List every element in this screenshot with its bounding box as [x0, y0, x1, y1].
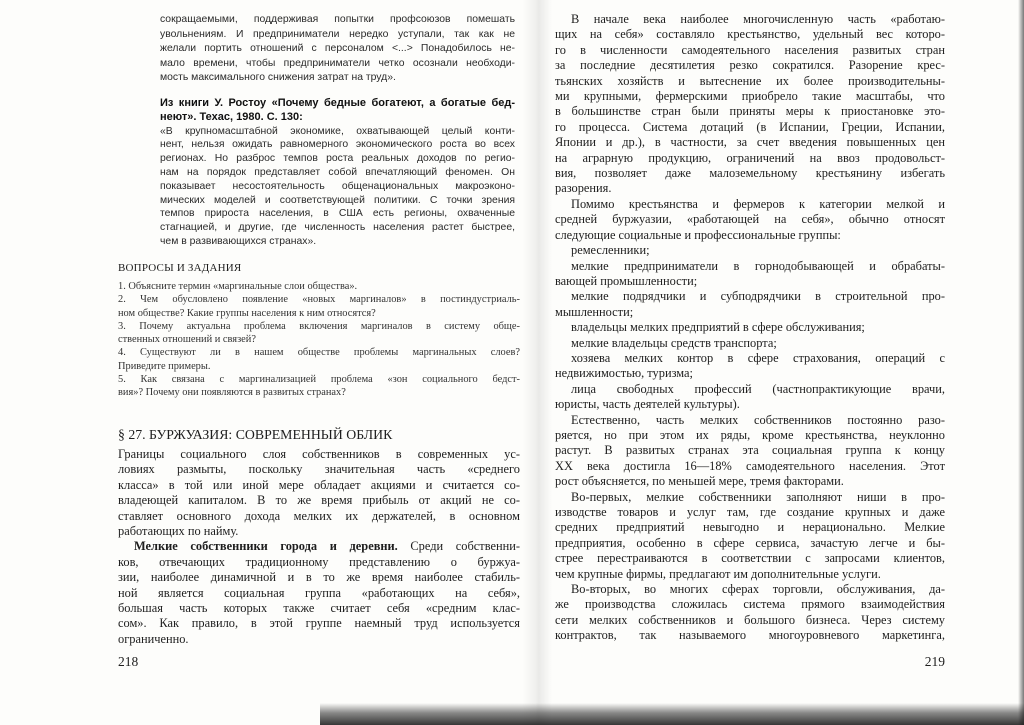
text-line: увольнениям. И предприниматели нередко уступали, так как не: [160, 28, 515, 40]
text-line: ной является социальная группа «работающих на себя»,: [118, 585, 520, 600]
text-line: Японии и др.), в частности, за счет введения повышенных цен: [555, 135, 945, 150]
page-number-left: 218: [118, 654, 139, 669]
text-line: большая часть которых также считает себя «средним клас-: [118, 601, 520, 616]
quote-continuation: [160, 13, 515, 86]
text-line: темпов прироста населения, в США есть регионы, охваченные: [160, 208, 515, 220]
text-line: мических моделей и соответствующей политики. С точки зрения: [160, 194, 515, 206]
text-line: контрактов, так называемого многоуровневого маркетинга,: [555, 628, 945, 643]
text-line: вающей промышленности;: [555, 273, 698, 288]
text-line: владеющей капиталом. В то же время прибыль от акций не со-: [118, 493, 520, 508]
text-line: чем в развивающихся странах».: [160, 235, 317, 247]
text-line: [118, 539, 520, 554]
text-line: XX века достигла 16—18% самодеятельного населения. Этот: [555, 458, 945, 473]
text-line: ловиях размыты, поскольку значительная часть «среднего: [118, 462, 520, 477]
text-line: зии, наиболее динамичной и в то же время наиболее стабиль-: [118, 570, 520, 585]
text-line: стрее перестраиваются в соответствии с запросами клиентов,: [555, 551, 945, 566]
text-line: вия, позволяет даже малоземельному крестьянину избегать: [555, 166, 945, 181]
text-line: недвижимостью, туризма;: [555, 366, 693, 381]
text-line: за последние десятилетия резко сократился. Разорение крес-: [555, 58, 945, 73]
question-line: 2. Чем обусловлено появление «новых маргиналов» в постиндустриаль-: [118, 294, 520, 306]
question-line: 1. Объясните термин «маргинальные слои общества».: [118, 281, 358, 292]
text-line: показывает несостоятельность общенациональных макроэконо-: [160, 180, 515, 192]
line-text: Среди собственни-: [397, 539, 520, 554]
question-line: ном обществе? Какие группы населения к ним относятся?: [118, 307, 376, 319]
scan-bottom-edge: [320, 703, 1024, 725]
text-line: сом». Как правило, в этой группе наемный труд используется: [118, 616, 520, 631]
text-line: ограниченно.: [118, 631, 189, 646]
questions-heading: ВОПРОСЫ И ЗАДАНИЯ: [118, 262, 242, 274]
text-line: владельцы мелких предприятий в сфере обслуживания;: [571, 320, 865, 335]
text-line: средней буржуазии, «работающей на себя», обычно относят: [555, 212, 945, 227]
text-line: Во-первых, мелкие собственники заполняют ниши в про-: [571, 489, 945, 504]
book-spine-shadow: [522, 0, 552, 725]
scan-right-edge: [1018, 0, 1024, 725]
question-line: 5. Как связана с маргинализацией проблема «зон социального бедст-: [118, 374, 520, 386]
section-heading: § 27. БУРЖУАЗИЯ: СОВРЕМЕННЫЙ ОБЛИК: [118, 427, 393, 442]
text-line: в большинстве стран были приняты меры к приостановке это-: [555, 104, 945, 119]
text-line: следующие социальные и профессиональные группы:: [555, 227, 841, 242]
book-source-line: неют». Техас, 1980. С. 130:: [160, 110, 303, 123]
text-line: на аграрную продукцию, ограничений на ввоз продовольст-: [555, 150, 945, 165]
text-line: го в численности самодеятельного населения развитых стран: [555, 42, 945, 57]
text-line: ряется, но при этом их ряды, кроме крестьянства, неуклонно: [555, 427, 945, 442]
text-line: ремесленники;: [571, 243, 650, 258]
text-line: мость максимального снижения затрат на труд».: [160, 72, 396, 83]
text-line: тьянских хозяйств и вытеснение их более производительны-: [555, 73, 945, 88]
text-line: В начале века наиболее многочисленную часть «работаю-: [571, 12, 945, 26]
text-line: нент, нельзя ожидать равномерного экономического роста во всех: [160, 139, 515, 151]
text-line: мелкие предприниматели в горнодобывающей и обрабаты-: [571, 258, 945, 273]
text-line: юристы, часть деятелей культуры).: [555, 397, 740, 412]
text-line: нам на порядок представляет собой впечатляющий феномен. Он: [160, 166, 515, 178]
right-page-body: [555, 12, 945, 644]
text-line: сокращаемыми, поддерживая попытки профсоюзов помешать: [160, 14, 515, 25]
text-line: регионах. Но разброс темпов роста реальных доходов по регио-: [160, 153, 515, 165]
text-line: работающих по найму.: [118, 524, 239, 539]
text-line: стагнацией, и другие, где численность населения растет быстрее,: [160, 222, 515, 234]
question-line: ственных отношений и связей?: [118, 334, 256, 346]
book-quote: [160, 97, 515, 249]
left-page-body: [118, 447, 520, 647]
questions-list: [118, 280, 520, 400]
question-line: 3. Почему актуальна проблема включения маргиналов в систему обще-: [118, 320, 520, 332]
text-line: рост объясняется, по меньшей мере, тремя факторами.: [555, 474, 844, 489]
question-line: Приведите примеры.: [118, 360, 211, 372]
page-number-right: 219: [924, 654, 945, 669]
text-line: хозяева мелких контор в сфере страхования, операций с: [571, 350, 945, 365]
text-line: предприятия, особенно в сфере сервиса, зачастую легче и бы-: [555, 535, 945, 550]
text-line: Границы социального слоя собственников в современных ус-: [118, 447, 520, 461]
text-line: же производства сложилась система прямого взаимодействия: [555, 597, 945, 612]
text-line: мало времени, чтобы предприниматели четко осознали необходи-: [160, 57, 515, 69]
text-line: мелкие владельцы средств транспорта;: [571, 335, 777, 350]
text-line: сети мелких собственников и большого бизнеса. Через систему: [555, 612, 945, 627]
text-line: чем крупные фирмы, предлагают им дополнительные услуги.: [555, 566, 881, 581]
text-line: лица свободных профессий (частнопрактикующие врачи,: [571, 381, 945, 396]
question-line: 4. Существуют ли в нашем обществе проблемы маргинальных слоев?: [118, 347, 520, 359]
text-line: средних предприятий невыгодно и нерационально. Мелкие: [555, 520, 945, 535]
text-line: желали портить отношений с персоналом <...> Понадобилось не-: [160, 43, 515, 54]
text-line: Естественно, часть мелких собственников постоянно разо-: [571, 412, 945, 427]
text-line: мышленности;: [555, 304, 634, 319]
text-line: щих на себя» составляло крестьянство, удельный вес которо-: [555, 27, 945, 42]
text-line: изводстве товаров и услуг там, где создание крупных и даже: [555, 505, 945, 519]
text-line: Во-вторых, во многих сферах торговли, обслуживания, да-: [571, 582, 945, 597]
text-line: мелкие подрядчики и субподрядчики в строительной про-: [571, 289, 945, 304]
text-line: ставляет основного дохода мелких их держателей, в основном: [118, 508, 520, 523]
text-line: класса» в той или иной мере обладает акциями и считается со-: [118, 477, 520, 492]
text-line: го процесса. Система дотаций (в Испании, Греции, Испании,: [555, 119, 945, 134]
book-source-line: Из книги У. Ростоу «Почему бедные богатеют, а богатые бед-: [160, 97, 515, 109]
text-line: «В крупномасштабной экономике, охватывающей целый конти-: [160, 125, 515, 137]
bold-lead-in: Мелкие собственники города и деревни.: [134, 539, 398, 554]
text-line: растут. В развитых странах эта социальная группа к концу: [555, 443, 945, 458]
question-line: вия»? Почему они появляются в развитых странах?: [118, 387, 346, 399]
text-line: ков, отвечающих традиционному представлению о буржуа-: [118, 554, 520, 569]
text-line: разорения.: [555, 181, 612, 196]
text-line: ми крупными, фермерскими приобрело такие масштабы, что: [555, 89, 945, 104]
text-line: Помимо крестьянства и фермеров к категории мелкой и: [571, 196, 945, 211]
